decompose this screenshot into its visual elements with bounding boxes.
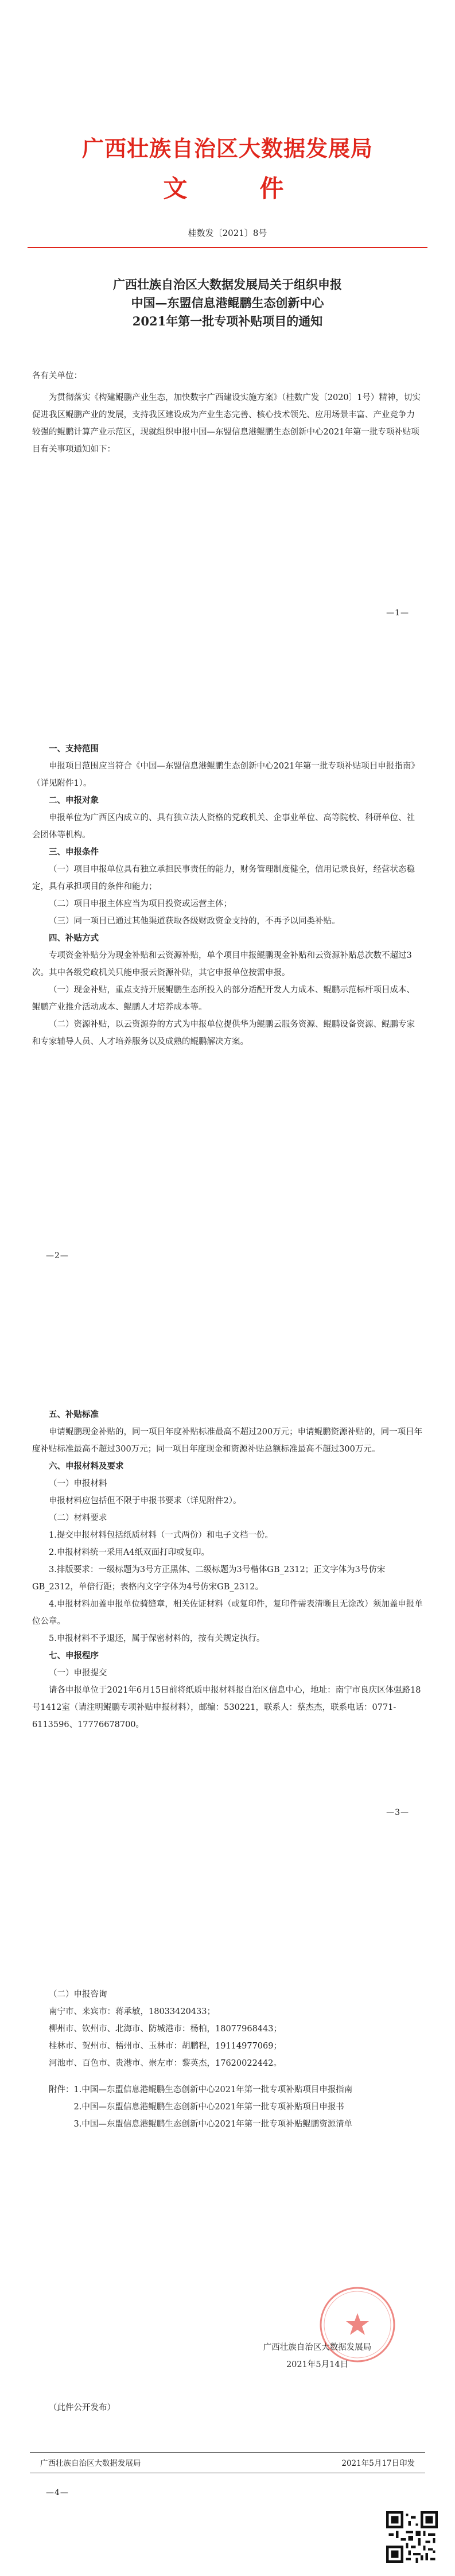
attachment-1: 1.中国—东盟信息港鲲鹏生态创新中心2021年第一批专项补贴项目申报指南 bbox=[73, 2085, 353, 2094]
section-6-para-3: （二）材料要求 bbox=[49, 1514, 107, 1523]
section-7-para-4: 南宁市、来宾市：蒋承敏，18033420433； bbox=[49, 2007, 215, 2016]
notice-title-line-1: 广西壮族自治区大数据发展局关于组织申报 bbox=[113, 277, 342, 292]
red-rule bbox=[28, 247, 427, 248]
section-1-title: 一、支持范围 bbox=[49, 744, 99, 754]
section-7-para-2: 请各申报单位于2021年6月15日前将纸质申报材料报自治区信息中心，地址：南宁市良庆区体强路18号1412室（请注明鲲鹏专项补贴申报材料），邮编：530221，联系人：蔡杰杰，联系电话：0771-6113596、17776678700。 bbox=[32, 1686, 421, 1729]
section-4-para-1: 专项资金补贴分为现金补贴和云资源补贴，单个项目申报鲲鹏现金补贴和云资源补贴总次数不超过3次。其中各级党政机关只能申报云资源补贴，其它申报单位按需申报。 bbox=[32, 951, 412, 977]
notice-title-line-3: 2021年第一批专项补贴项目的通知 bbox=[132, 314, 323, 328]
footer-print-date: 2021年5月17日印发 bbox=[341, 2459, 415, 2468]
notice-title-line-2: 中国—东盟信息港鲲鹏生态创新中心 bbox=[131, 296, 324, 310]
doc-word: 文 件 bbox=[163, 174, 292, 203]
page-number-3: —3— bbox=[386, 1808, 409, 1817]
page-number-1: —1— bbox=[386, 608, 409, 618]
section-6-para-1: （一）申报材料 bbox=[49, 1479, 107, 1488]
section-6-para-4: 1.提交申报材料包括纸质材料（一式两份）和电子文档一份。 bbox=[49, 1531, 273, 1540]
public-note: （此件公开发布） bbox=[49, 2403, 115, 2412]
footer-top-rule bbox=[30, 2452, 425, 2453]
attachments-label: 附件： bbox=[49, 2085, 74, 2094]
page-3-body bbox=[32, 1406, 423, 1733]
section-1-body: 申报项目范围应当符合《中国—东盟信息港鲲鹏生态创新中心2021年第一批专项补贴项目申报指南》（详见附件1）。 bbox=[32, 762, 419, 788]
section-6-para-8: 5.申报材料不予退还，属于保密材料的，按有关规定执行。 bbox=[49, 1634, 265, 1643]
section-7-para-7: 河池市、百色市、贵港市、崇左市：黎英杰，17620022442。 bbox=[49, 2059, 282, 2068]
section-3-item-3: （三）同一项目已通过其他渠道获取各级财政资金支持的，不再予以同类补贴。 bbox=[49, 917, 340, 926]
intro-section bbox=[32, 367, 423, 458]
addressee: 各有关单位： bbox=[32, 371, 82, 381]
section-5-title: 五、补贴标准 bbox=[49, 1410, 99, 1419]
attachment-3: 3.中国—东盟信息港鲲鹏生态创新中心2021年第一批专项补贴鲲鹏资源清单 bbox=[73, 2120, 353, 2129]
doc-number: 桂数发〔2021〕8号 bbox=[188, 228, 267, 238]
section-6-para-6: 3.排版要求：一级标题为3号方正黑体、二级标题为3号楷体GB_2312；正文字体为3号仿宋GB_2312，单倍行距；表格内文字字体为4号仿宋GB_2312。 bbox=[32, 1565, 386, 1592]
section-6-para-2: 申报材料应包括但不限于申报书要求（详见附件2）。 bbox=[49, 1496, 242, 1506]
section-7-para-6: 桂林市、贺州市、梧州市、玉林市：胡鹏程，19114977069； bbox=[49, 2042, 282, 2051]
signature-date: 2021年5月14日 bbox=[286, 2360, 349, 2369]
notice-title bbox=[0, 276, 455, 331]
section-7-title: 七、申报程序 bbox=[49, 1651, 99, 1661]
section-4-para-3: （二）资源补贴，以云资源券的方式为申报单位提供华为鲲鹏云服务资源、鲲鹏设备资源、鲲鹏专家和专家辅导人员、人才培养服务以及成熟的鲲鹏解决方案。 bbox=[32, 1020, 415, 1046]
footer-issuer: 广西壮族自治区大数据发展局 bbox=[40, 2459, 141, 2468]
section-5-para-1: 申请鲲鹏现金补贴的，同一项目年度补贴标准最高不超过200万元；申请鲲鹏资源补贴的，同一项目年度补贴标准最高不超过300万元；同一项目年度现金和资源补贴总额标准最高不超过300万元。 bbox=[32, 1427, 423, 1454]
attachments bbox=[32, 2081, 423, 2133]
attachment-2: 2.中国—东盟信息港鲲鹏生态创新中心2021年第一批专项补贴项目申报书 bbox=[73, 2102, 344, 2112]
page-number-2: —2— bbox=[46, 1251, 69, 1260]
section-4-title: 四、补贴方式 bbox=[49, 933, 99, 943]
page-number-4: —4— bbox=[46, 2488, 69, 2497]
page-2-body bbox=[32, 740, 423, 1050]
section-7-para-1: （一）申报提交 bbox=[49, 1669, 107, 1678]
page-4-body bbox=[32, 1986, 423, 2133]
section-6-title: 六、申报材料及要求 bbox=[49, 1461, 124, 1471]
section-7-para-3: （二）申报咨询 bbox=[49, 1990, 107, 1999]
section-3-title: 三、申报条件 bbox=[49, 847, 99, 857]
section-4-para-2: （一）现金补贴，重点支持开展鲲鹏生态所投入的部分适配开发人力成本、鲲鹏示范标杆项目成本、鲲鹏产业推介活动成本、鲲鹏人才培养成本等。 bbox=[32, 986, 415, 1012]
public-note-wrap bbox=[32, 2399, 423, 2416]
signature-org: 广西壮族自治区大数据发展局 bbox=[263, 2343, 372, 2352]
section-2-body: 申报单位为广西区内成立的、具有独立法人资格的党政机关、企事业单位、高等院校、科研单位、社会团体等机构。 bbox=[32, 813, 415, 840]
intro-paragraph: 为贯彻落实《构建鲲鹏产业生态，加快数字广西建设实施方案》（桂数广发〔2020〕1号）精神，切实促进我区鲲鹏产业的发展，支持我区建设成为产业生态完善、核心技术领先、应用场景丰富、产业竞争力较强的鲲鹏计算产业示范区，现就组织申报中国—东盟信息港鲲鹏生态创新中心2021年第一批专项补贴项目有关事项通知如下： bbox=[32, 393, 421, 454]
section-2-title: 二、申报对象 bbox=[49, 796, 99, 805]
section-6-para-5: 2.申报材料统一采用A4纸双面打印或复印。 bbox=[49, 1548, 210, 1557]
section-6-para-7: 4.申报材料加盖申报单位骑缝章，相关佐证材料（或复印件，复印件需表清晰且无涂改）须加盖申报单位公章。 bbox=[32, 1600, 423, 1626]
org-title: 广西壮族自治区大数据发展局 bbox=[81, 135, 373, 161]
section-3-item-2: （二）项目申报主体应当为项目投资或运营主体； bbox=[49, 899, 232, 909]
footer bbox=[40, 2457, 415, 2468]
section-3-item-1: （一）项目申报单位具有独立承担民事责任的能力，财务管理制度健全，信用记录良好，经营状态稳定，具有承担项目的条件和能力； bbox=[32, 865, 415, 891]
official-seal bbox=[317, 2284, 398, 2365]
qr-code bbox=[386, 2511, 438, 2563]
section-7-para-5: 柳州市、钦州市、北海市、防城港市：杨柏，18077968443； bbox=[49, 2024, 282, 2034]
